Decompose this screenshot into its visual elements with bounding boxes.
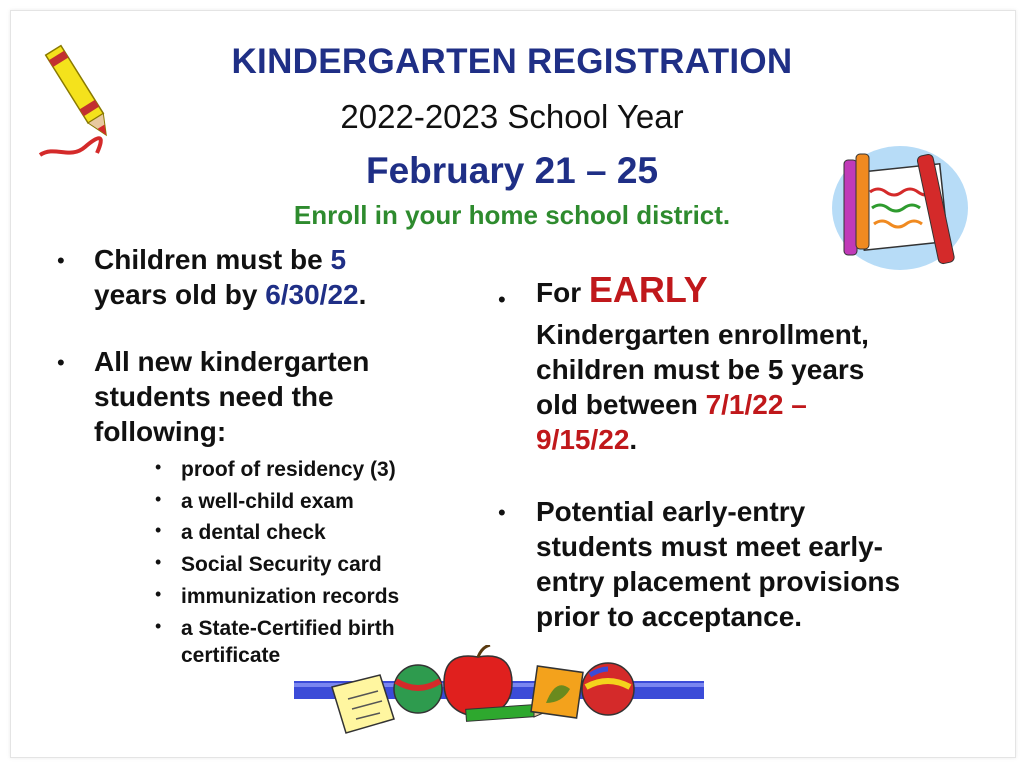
age-value: 5 xyxy=(330,244,347,275)
sub-dot: • xyxy=(155,584,162,604)
needs-line-3: following: xyxy=(94,416,227,447)
sub-dot: • xyxy=(155,616,162,636)
needs-line-2: students need the xyxy=(94,381,334,412)
age-period: . xyxy=(358,279,367,310)
registration-dates: February 21 – 25 xyxy=(365,150,659,191)
age-requirement xyxy=(94,242,474,312)
potential-line-2: students must meet early- xyxy=(536,531,883,562)
list-item: a dental check xyxy=(181,521,326,544)
early-details xyxy=(536,317,986,457)
early-line-1: Kindergarten enrollment, xyxy=(536,319,869,350)
for-text: For xyxy=(536,277,589,308)
potential-line-4: prior to acceptance. xyxy=(536,601,803,632)
potential-requirement xyxy=(536,494,986,634)
list-item: a well-child exam xyxy=(181,490,354,513)
potential-line-1: Potential early-entry xyxy=(536,496,806,527)
early-line-2: children must be 5 years xyxy=(536,354,865,385)
potential-line-3: entry placement provisions xyxy=(536,566,901,597)
bullet-dot: • xyxy=(498,500,506,525)
enroll-note: Enroll in your home school district. xyxy=(293,200,731,230)
school-year: 2022-2023 School Year xyxy=(340,98,684,135)
list-item: a State-Certified birth xyxy=(181,617,395,640)
early-date-2: 9/15/22 xyxy=(536,424,630,455)
list-item: proof of residency (3) xyxy=(181,458,396,481)
school-supplies-illustration xyxy=(290,645,710,740)
page-title: KINDERGARTEN REGISTRATION xyxy=(231,42,793,81)
needs-requirement xyxy=(94,344,494,449)
list-item: immunization records xyxy=(181,585,400,608)
sub-dot: • xyxy=(155,520,162,540)
list-item-continued: certificate xyxy=(181,644,281,667)
early-period: . xyxy=(629,424,638,455)
early-date-1: 7/1/22 – xyxy=(705,389,807,420)
bullet-dot: • xyxy=(498,287,506,312)
list-item: Social Security card xyxy=(181,553,382,576)
sub-dot: • xyxy=(155,489,162,509)
early-requirement xyxy=(536,269,976,310)
bullet-dot: • xyxy=(57,350,65,375)
early-line-3: old between xyxy=(536,389,706,420)
needs-line-1: All new kindergarten xyxy=(94,346,370,377)
age-date: 6/30/22 xyxy=(265,279,359,310)
age-text: Children must be xyxy=(94,244,331,275)
early-text: EARLY xyxy=(588,269,708,310)
sub-dot: • xyxy=(155,457,162,477)
sub-dot: • xyxy=(155,552,162,572)
age-text-2: years old by xyxy=(94,279,266,310)
bullet-dot: • xyxy=(57,248,65,273)
